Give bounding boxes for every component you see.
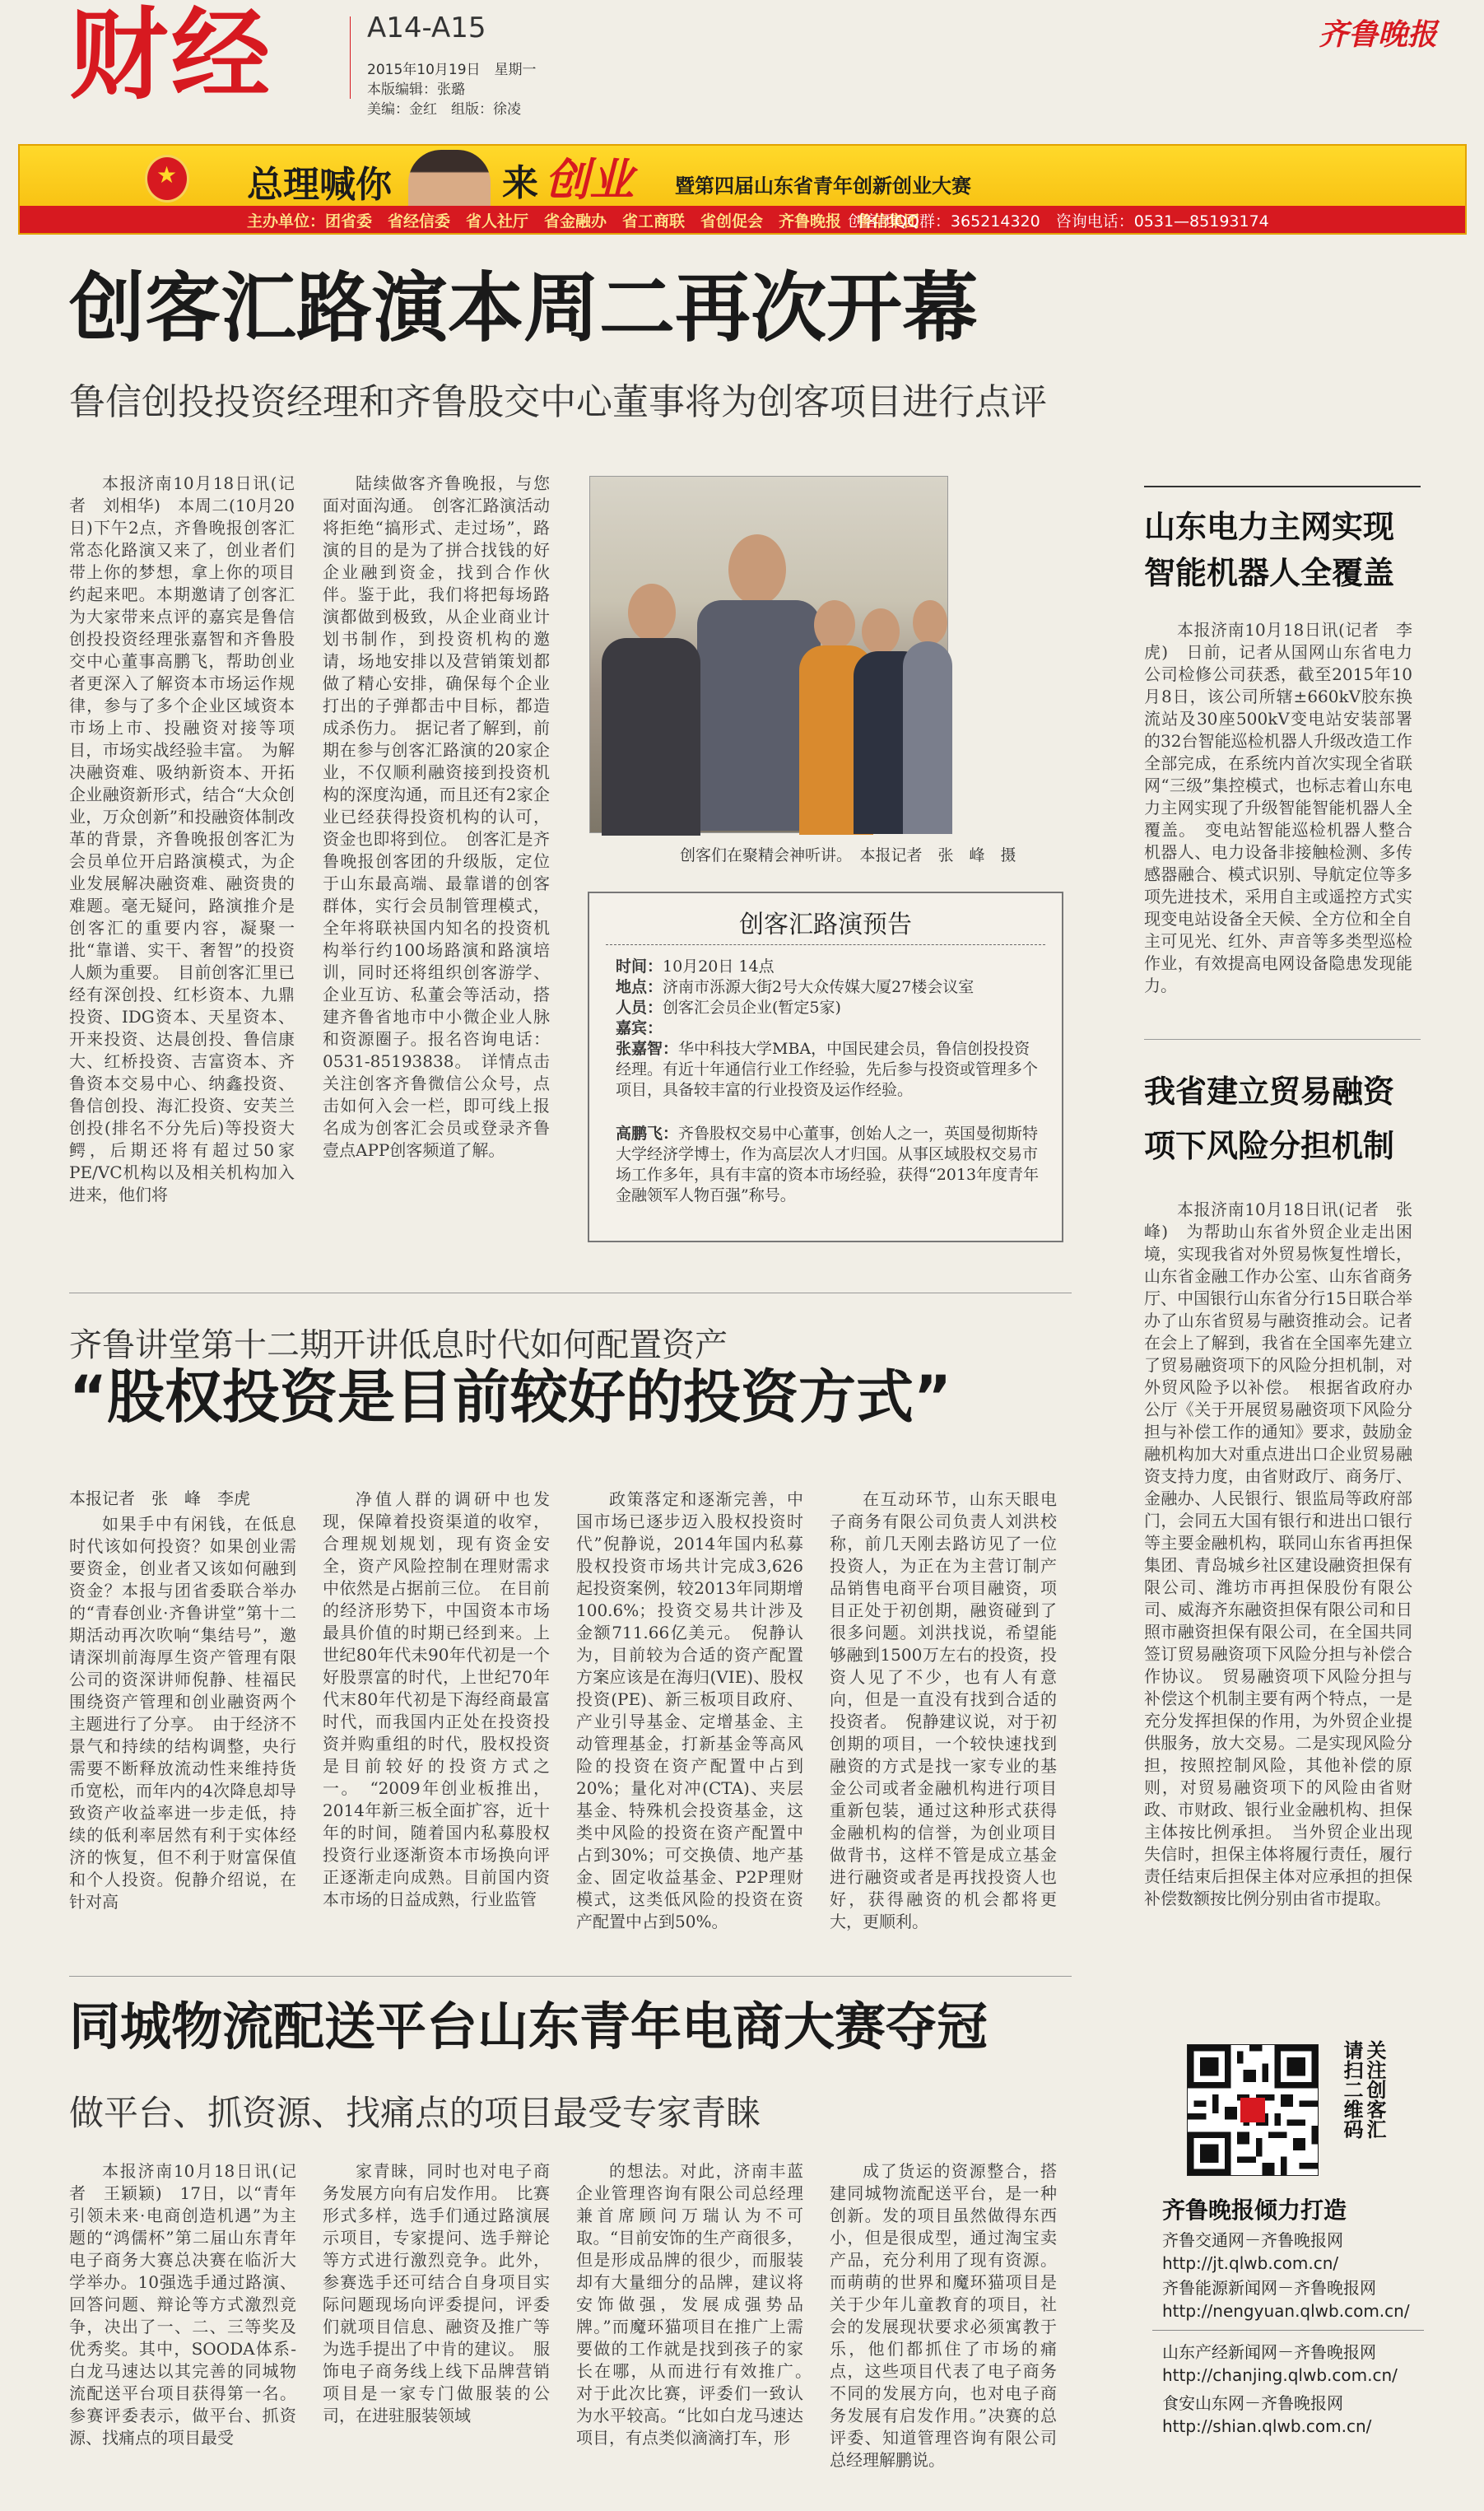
promo-site-1: 齐鲁交通网－齐鲁晚报网: [1162, 2230, 1343, 2250]
article2-column-2: 净值人群的调研中也发现，保障着投资渠道的收窄，合理规划规划，现有资金安全，资产风险控制在理财需求中依然是占据前三位。 在目前的经济形势下，中国资本市场最具价值的时期已经到来。上世纪80年代未90年代初是一个好股票富的时代，上世纪70年代末80年代初是下海经商最富时代，而我国内正处在投资投资并购重组的时代，股权投资是目前较好的投资方式之一。 “2009年创业板推出，2014年新三板全面扩容，近十年的时间，随着国内私募股权投资行业逐渐资本市场换向评正逐渐走向成熟。目前国内资本市场的日益成熟，行业监管: [323, 1489, 550, 1909]
article3-column-2: 家青睐，同时也对电子商务发展方向有启发作用。 比赛形式多样，选手们通过路演展示项目，专家提问、选手辩论等方式进行激烈竞争。此外，参赛选手还可结合自身项目实际问题现场向评委提问，评委们就项目信息、融资及推广等为选手提出了中肯的建议。 服饰电子商务线上线下品牌营销项目是一家专门做服装的公司，在进驻服装领域: [323, 2161, 550, 2425]
preview-divider: [606, 944, 1045, 945]
preview-place: 地点：济南市泺源大街2号大众传媒大厦27楼会议室: [616, 978, 975, 996]
promo-url-1[interactable]: http://jt.qlwb.com.cn/: [1162, 2253, 1339, 2273]
preview-guest-2: 高鹏飞：齐鲁股权交易中心董事，创始人之一，英国曼彻斯特大学经济学博士，作为高层次人才归国。从事区域股权交易市场工作多年，具有丰富的资本市场经验，获得“2013年度青年金融领军人物百强”称号。: [616, 1125, 1040, 1204]
star-icon: ★: [156, 161, 178, 189]
article3-headline: 同城物流配送平台山东青年电商大赛夺冠: [69, 1996, 989, 2057]
article2-byline: 本报记者 张 峰 李虎: [69, 1488, 250, 1508]
photo-caption: 创客们在聚精会神听讲。 本报记者 张 峰 摄: [680, 846, 1016, 864]
section-separator-2: [69, 1976, 1072, 1977]
preview-time: 时间：10月20日 14点: [616, 957, 775, 976]
preview-guest-1: 张嘉智：华中科技大学MBA，中国民建会员，鲁信创投投资经理。有近十年通信行业工作经验，先后参与投资或管理多个项目，具备较丰富的行业投资及运作经验。: [616, 1040, 1039, 1099]
article1-subhead: 鲁信创投投资经理和齐鲁股交中心董事将为创客项目进行点评: [69, 381, 1047, 423]
sidebar1-headline-line1: 山东电力主网实现: [1144, 509, 1395, 545]
article1-column-2: 陆续做客齐鲁晚报，与您面对面沟通。 创客汇路演活动将拒绝“搞形式、走过场”，路演的目的是为了拼合找钱的好企业融到资金，找到合作伙伴。鉴于此，我们将把每场路演都做到极致，从企业商业计划书制作，到投资机构的邀请，场地安排以及营销策划都做了精心安排，确保每个企业打出的子弹都击中目标，都造成杀伤力。 据记者了解到，前期在参与创客汇路演的20家企业，不仅顺利融资接到投资机构的深度沟通，而且还有2家企业已经获得投资机构的认可，资金也即将到位。 创客汇是齐鲁晚报创客团的升级版，定位于山东最高端、最靠谱的创客群体，实行会员制管理模式，全年将联袂国内知名的投资机构举行约100场路演和路演培训，同时还将组织创客游学、企业互访、私董会等活动，搭建齐鲁省地市中小微企业人脉和资源圈子。报名咨询电话：0531-85193838。 详情点击关注创客齐鲁微信公众号，点击如何入会一栏，即可线上报名成为创客汇会员或登录齐鲁壹点APP创客频道了解。: [323, 473, 550, 1160]
masthead-divider: [350, 16, 351, 99]
article1-photo: [589, 476, 948, 833]
promo-url-3[interactable]: http://chanjing.qlwb.com.cn/: [1162, 2365, 1398, 2385]
design-credit: 美编：金红 组版：徐凌: [367, 101, 521, 118]
sidebar1-body: 本报济南10月18日讯(记者 李虎) 日前，记者从国网山东省电力公司检修公司获悉，截至2015年10月8日，该公司所辖±660kV胶东换流站及30座500kV变电站安装部署的32台智能巡检机器人升级改造工作全部完成，在系统内首次实现全省联网“三级”集控模式，也标志着山东电力主网实现了升级智能智能机器人全覆盖。 变电站智能巡检机器人整合机器人、电力设备非接触检测、多传感器融合、模式识别、导航定位等多项先进技术，采用自主或遥控方式实现变电站设备全天候、全方位和全自主可见光、红外、声音等多类型巡检作业，有效提高电网设备隐患发现能力。: [1144, 620, 1412, 995]
qr-prompt-a: 请扫二维码: [1340, 2040, 1363, 2139]
page-numbers: A14-A15: [367, 12, 486, 44]
qr-prompt-b: 关注创客汇: [1363, 2040, 1386, 2139]
article2-column-3: 政策落定和逐渐完善，中国市场已逐步迈入股权投资时代”倪静说，2014年国内私募股权投资市场共计完成3,626起投资案例，较2013年同期增100.6%；投资交易共计涉及金额711.66亿美元。 倪静认为，目前较为合适的资产配置方案应该是在海归(VIE)、股权投资(PE)、新三板项目政府、产业引导基金、定增基金、主动管理基金，打新基金等高风险的投资在资产配置中占到20%；量化对冲(CTA)、夹层基金、特殊机会投资基金，这类中风险的投资在资产配置中占到30%；可交换债、地产基金、固定收益基金、P2P理财模式，这类低风险的投资在资产配置中占到50%。: [576, 1489, 803, 1931]
section-title: 财经: [69, 0, 273, 113]
issue-date: 2015年10月19日 星期一: [367, 62, 537, 78]
banner-subtitle: 暨第四届山东省青年创新创业大赛: [675, 175, 971, 198]
article3-column-4: 成了货运的资源整合，搭建同城物流配送平台，是一种创新。发的项目虽然做得东西小，但是很成型，通过淘宝卖产品，充分利用了现有资源。而萌萌的世界和魔环猫项目是关于少年儿童教育的项目，社会的发展现状要求必须寓教于乐，他们都抓住了市场的痛点，这些项目代表了电子商务不同的发展方向，也对电子商务发展有启发作用。”决赛的总评委、知道管理咨询有限公司总经理解鹏说。: [830, 2161, 1057, 2470]
editor-credit: 本版编辑：张璐: [367, 82, 465, 98]
article2-column-4: 在互动环节，山东天眼电子商务有限公司负责人刘洪校称，前几天刚去路访见了一位投资人，为正在为主营订制产品销售电商平台项目融资，项目正处于初创期，融资碰到了很多问题。刘洪找说，希望能够融到1500万左右的投资，投资人见了不少，也有人有意向，但是一直没有找到合适的投资者。 倪静建议说，对于初创期的项目，一个较快速找到融资的方式是找一家专业的基金公司或者金融机构进行项目重新包装，通过这种形式获得金融机构的信誉，为创业项目做背书，这样不管是成立基金进行融资或者是再找投资人也好，获得融资的机会都将更大，更顺利。: [830, 1489, 1057, 1931]
sidebar2-body: 本报济南10月18日讯(记者 张峰) 为帮助山东省外贸企业走出困境，实现我省对外贸易恢复性增长，山东省金融工作办公室、山东省商务厅、中国银行山东省分行15日联合举办了山东省贸易与融资推动会。记者在会上了解到，我省在全国率先建立了贸易融资项下的风险分担机制，对外贸风险予以补偿。 根据省政府办公厅《关于开展贸易融资项下风险分担与补偿工作的通知》要求，鼓励金融机构加大对重点进出口企业贸易融资支持力度，由省财政厅、商务厅、金融办、人民银行、银监局等政府部门，会同五大国有银行和进出口银行等主要金融机构，联同山东省再担保集团、青岛城乡社区建设融资担保有限公司、潍坊市再担保股份有限公司、威海齐东融资担保有限公司和日照市融资担保有限公司，在全国共同签订贸易融资项下风险分担与补偿合作协议。 贸易融资项下风险分担与补偿这个机制主要有两个特点，一是充分发挥担保的作用，为外贸企业提供服务，放大交易。二是实现风险分担，按照控制风险，其他补偿的原则，对贸易融资项下的风险由省财政、市财政、银行业金融机构、担保主体按比例承担。 当外贸企业出现失信时，担保主体将履行责任，履行责任结束后担保主体对应承担的担保补偿数额按比例分别由省市提取。: [1144, 1200, 1412, 1908]
article1-column-1: 本报济南10月18日讯(记者 刘相华) 本周二(10月20日)下午2点，齐鲁晚报创客汇常态化路演又来了，创业者们带上你的梦想，拿上你的项目约起来吧。本期邀请了创客汇为大家带来点评的嘉宾是鲁信创投投资经理张嘉智和齐鲁股交中心董事高鹏飞，帮助创业者更深入了解资本市场运作规律，参与了多个企业区域资本市场上市、投融资对接等项目，市场实战经验丰富。 为解决融资难、吸纳新资本、开拓企业融资新形式，结合“大众创业，万众创新”和投融资体制改革的背景，齐鲁晚报创客汇为会员单位开启路演模式，为企业发展解决融资难、融资贵的难题。毫无疑问，路演推介是创客汇的重要内容，凝聚一批“靠谱、实干、奢智”的投资人颇为重要。 目前创客汇里已经有深创投、红杉资本、九鼎投资、IDG资本、天星资本、开来投资、达晨创投、鲁信康大、红桥投资、吉富资本、齐鲁资本交易中心、纳鑫投资、鲁信创投、海汇投资、安芙兰创投(排名不分先后)等投资大鳄，后期还将有超过50家PE/VC机构以及相关机构加入进来，他们将: [69, 473, 295, 1204]
article3-column-1: 本报济南10月18日讯(记者 王颖颖) 17日，以“青年引领未来·电商创造机遇”为主题的“鸿儒杯”第二届山东青年电子商务大赛总决赛在临沂大学举办。10强选手通过路演、回答问题、辩论等方式激烈竞争，决出了一、二、三等奖及优秀奖。其中，SOODA体系-白龙马速达以其完善的同城物流配送平台项目获得第一名。参赛评委表示，做平台、抓资源、找痛点的项目最受: [69, 2161, 296, 2448]
preview-people: 人员：创客汇会员企业(暂定5家): [616, 999, 841, 1017]
sidebar2-headline-line1: 我省建立贸易融资: [1144, 1074, 1395, 1110]
promo-url-4[interactable]: http://shian.qlwb.com.cn/: [1162, 2416, 1372, 2436]
sidebar1-headline-line2: 智能机器人全覆盖: [1144, 555, 1395, 591]
promo-site-2: 齐鲁能源新闻网－齐鲁晚报网: [1162, 2278, 1376, 2298]
preview-title: 创客汇路演预告: [739, 911, 912, 939]
sidebar-rule: [1144, 486, 1421, 487]
banner-organizers: 主办单位：团省委 省经信委 省人社厅 省金融办 省工商联 省创促会 齐鲁晚报 鲁信集团: [247, 212, 920, 231]
article2-kicker: 齐鲁讲堂第十二期开讲低息时代如何配置资产: [69, 1326, 728, 1364]
newspaper-logo: 齐鲁晚报: [1319, 17, 1438, 52]
banner-contact: 创客团QQ群：365214320 咨询电话：0531—85193174: [848, 212, 1269, 231]
banner-slogan-c: 创业: [545, 153, 634, 206]
banner-slogan-a: 总理喊你: [247, 164, 392, 206]
banner-slogan-b: 来: [502, 162, 538, 204]
promo-divider: [1152, 2330, 1424, 2331]
promo-site-3: 山东产经新闻网－齐鲁晚报网: [1162, 2342, 1376, 2362]
article3-subhead: 做平台、抓资源、找痛点的项目最受专家青睐: [69, 2093, 761, 2133]
promo-title: 齐鲁晚报倾力打造: [1162, 2197, 1347, 2224]
article2-column-1: 如果手中有闲钱，在低息时代该如何投资？如果创业需要资金，创业者又该如何融到资金？本报与团省委联合举办的“青春创业·齐鲁讲堂”第十二期活动再次吹响“集结号”，邀请深圳前海厚生资产管理有限公司的资深讲师倪静、桂福民围绕资产管理和创业融资两个主题进行了分享。 由于经济不景气和持续的结构调整，央行需要不断释放流动性来维持货币宽松，而年内的4次降息却导致资产收益率进一步走低，持续的低利率居然有利于实体经济的恢复，但不利于财富保值和个人投资。倪静介绍说，在针对高: [69, 1514, 296, 1912]
preview-guests-label: 嘉宾：: [616, 1019, 663, 1037]
qr-code[interactable]: [1187, 2044, 1319, 2176]
article1-headline: 创客汇路演本周二再次开幕: [69, 264, 979, 352]
promo-url-2[interactable]: http://nengyuan.qlwb.com.cn/: [1162, 2301, 1410, 2321]
sidebar2-headline-line2: 项下风险分担机制: [1144, 1128, 1395, 1164]
promo-site-4: 食安山东网－齐鲁晚报网: [1162, 2393, 1343, 2413]
article3-column-3: 的想法。对此，济南丰蓝企业管理咨询有限公司总经理兼首席顾问万瑞认为不可取。“目前安饰的生产商很多，但是形成品牌的很少，而服装却有大量细分的品牌，建议将安饰做强，发展成强势品牌。”而魔环猫项目在推广上需要做的工作就是找到孩子的家长在哪，从而进行有效推广。 对于此次比赛，评委们一致认为水平较高。“比如白龙马速达项目，有点类似滴滴打车，形: [576, 2161, 820, 2448]
article2-headline: “股权投资是目前较好的投资方式”: [69, 1363, 952, 1431]
sidebar-separator: [1144, 1039, 1421, 1040]
